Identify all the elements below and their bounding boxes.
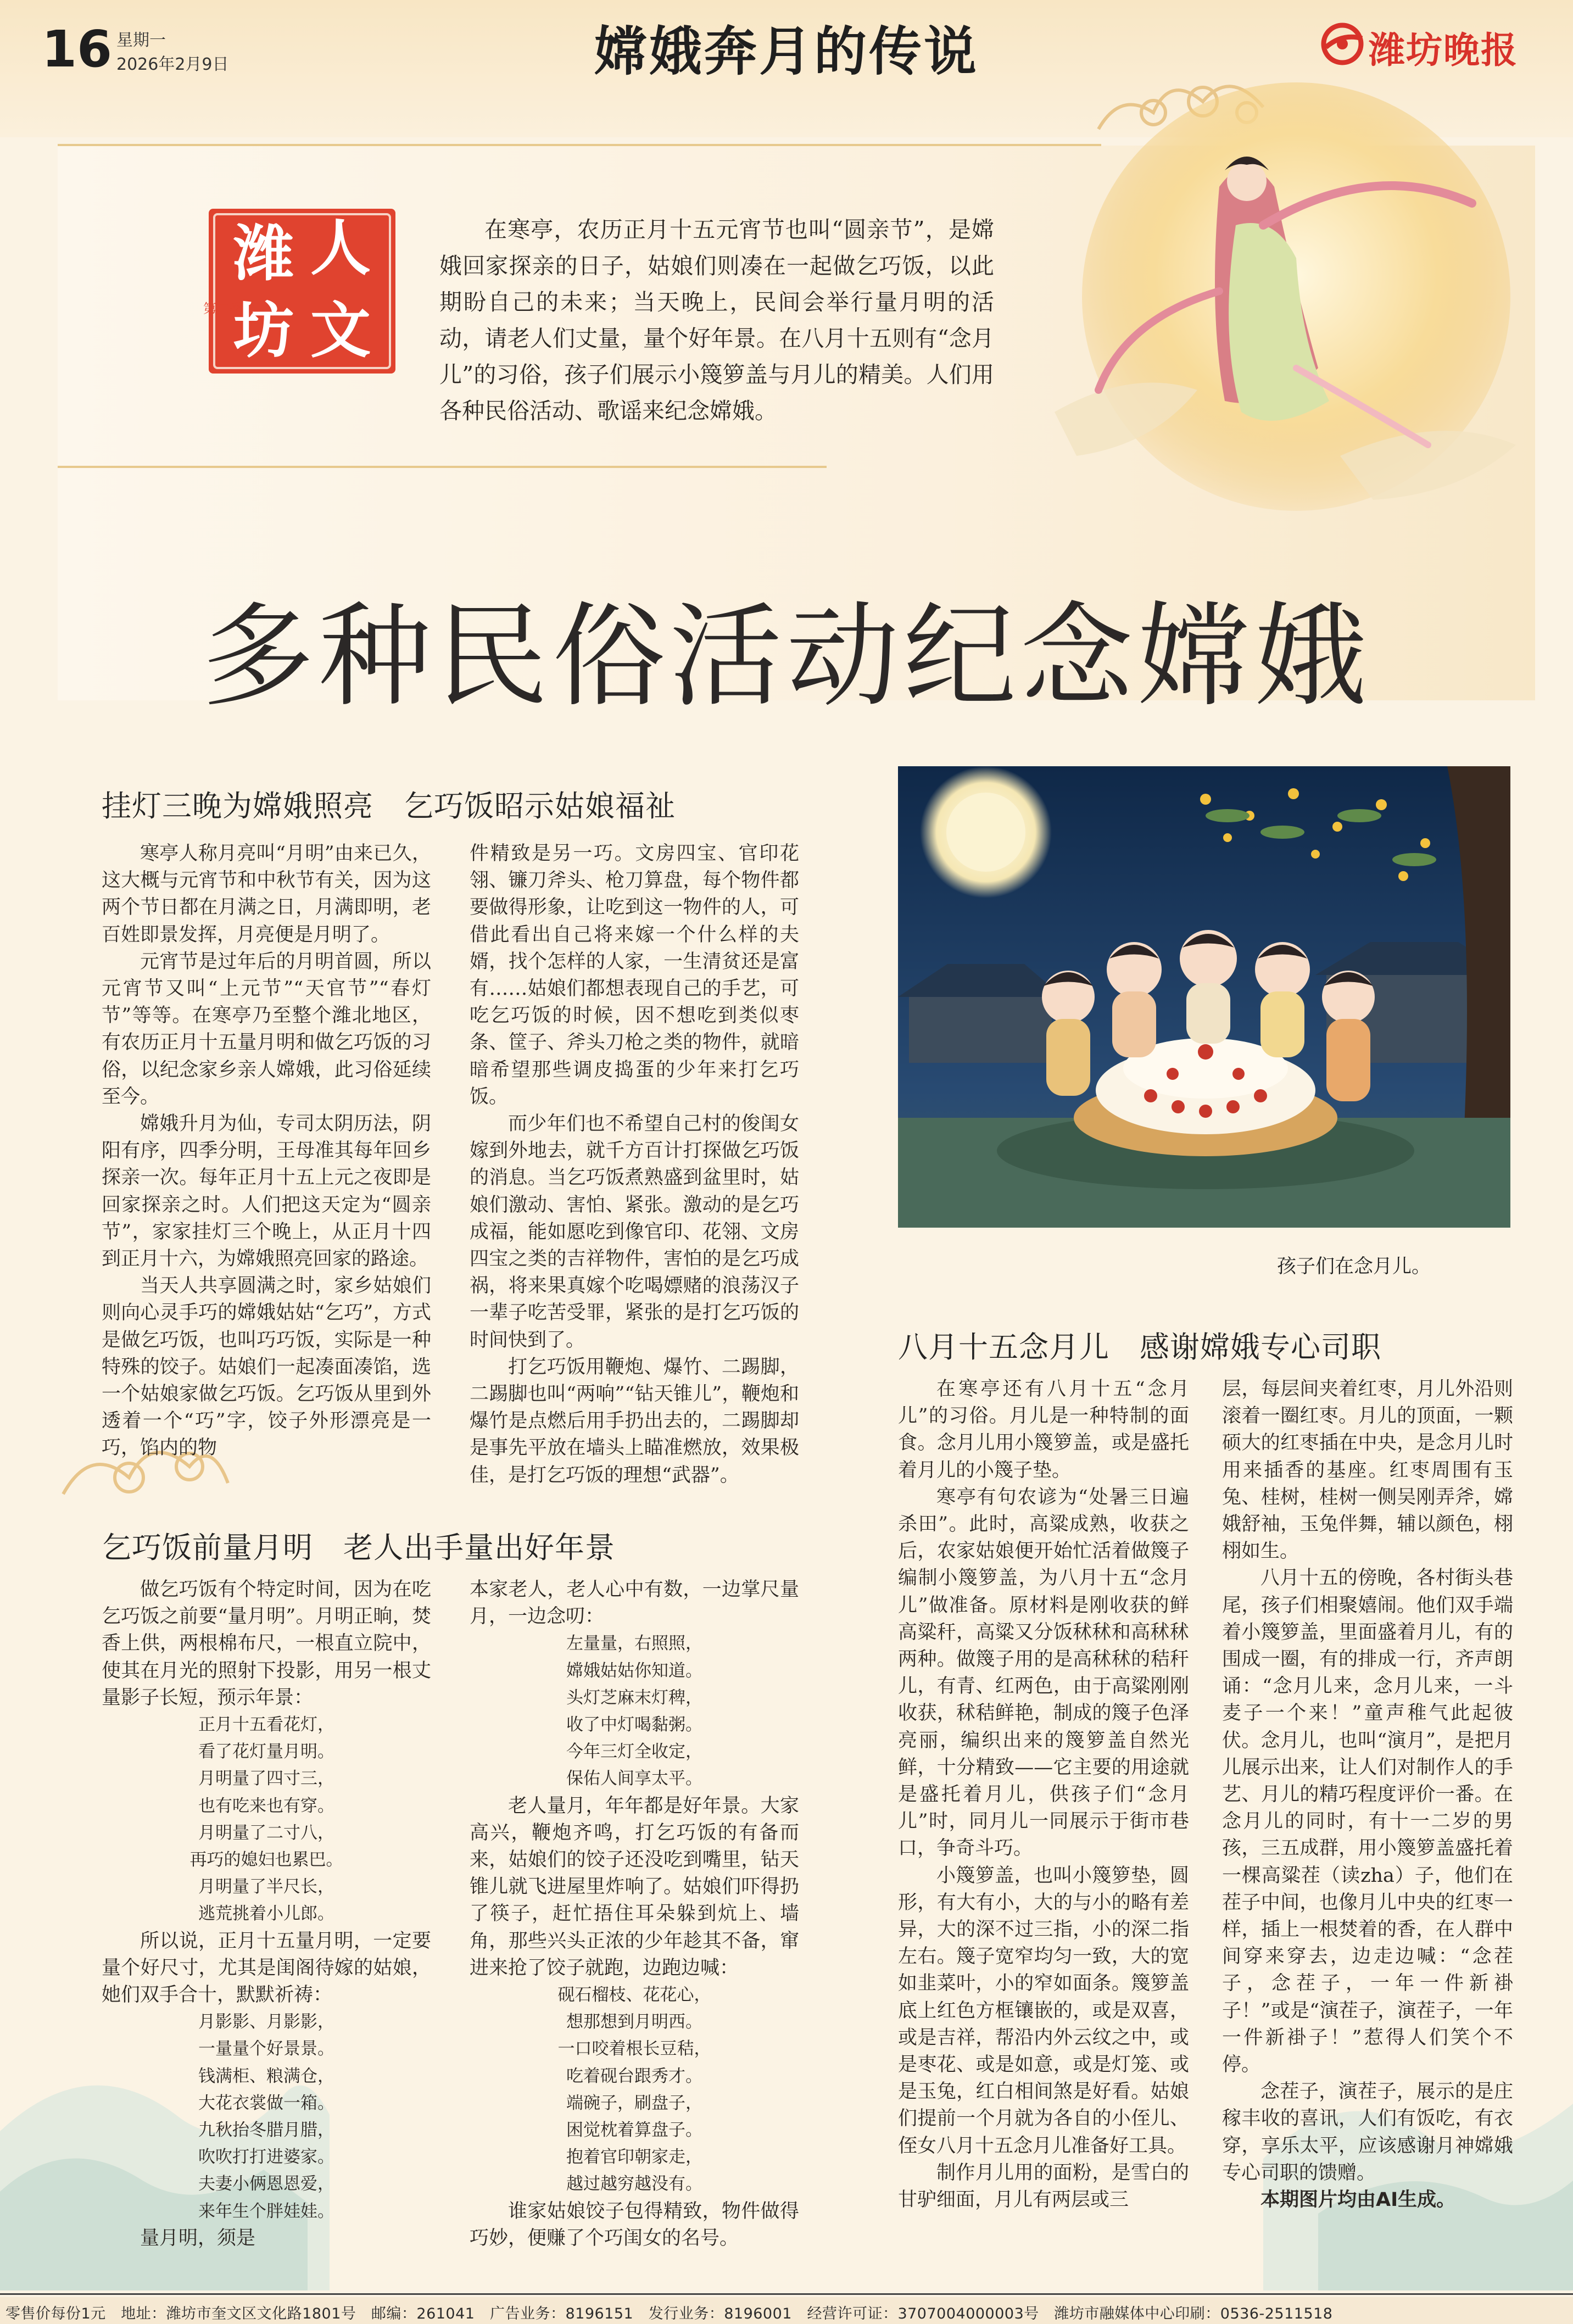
verse-line: 钱满柜、粮满仓，	[198, 2066, 334, 2086]
paragraph: 念茬子，演茬子，展示的是庄稼丰收的喜讯，人们有饭吃，有衣穿，享乐太平，应该感谢月神嫦娥专心司职的馈赠。	[1222, 2081, 1513, 2184]
paragraph: 寒亭人称月亮叫“月明”由来已久，这大概与元宵节和中秋节有关，因为这两个节日都在月满之日，月满即明，老百姓即景发挥，月亮便是月明了。	[102, 843, 431, 946]
verse-line: 一量量个好景景。	[198, 2039, 334, 2059]
divider	[58, 144, 1101, 146]
intro-paragraph: 在寒亭，农历正月十五元宵节也叫“圆亲节”，是嫦娥回家探亲的日子，姑娘们则凑在一起做乞巧饭，以此期盼自己的未来；当天晚上，民间会举行量月明的活动，请老人们丈量，量个好年景。在八月十五则有“念月儿”的习俗，孩子们展示小篾箩盖与月儿的精美。人们用各种民俗活动、歌谣来纪念嫦娥。	[439, 216, 994, 424]
paragraph: 八月十五的傍晚，各村街头巷尾，孩子们相聚嬉闹。他们双手端着小篾箩盖，里面盛着月儿，有的围成一圈，有的排成一行，齐声朗诵：“念月儿来，念月儿来，一斗麦子一个来！”童声稚气此起彼伏。念月儿，也叫“演月”，是把月儿展示出来，让人们对制作人的手艺、月儿的精巧程度评价一番。在念月儿的同时，有十一二岁的男孩，三五成群，用小篾箩盖盛托着一棵高粱茬（读zha）子，他们在茬子中间，也像月儿中央的红枣一样，插上一根焚着的香，在人群中间穿来穿去，边走边喊：“念茬子，念茬子，一年一件新褂子！”或是“演茬子，演茬子，一年一件新褂子！”惹得人们笑个不停。	[1222, 1567, 1513, 2076]
verse-line: 嫦娥姑姑你知道。	[566, 1660, 702, 1681]
paragraph: 在寒亭还有八月十五“念月儿”的习俗。月儿是一种特制的面食。念月儿用小篾箩盖，或是盛托着月儿的小篾子垫。	[898, 1378, 1189, 1481]
divider	[0, 2293, 1573, 2295]
paragraph: 嫦娥升月为仙，专司太阴历法，阴阳有序，四季分明，王母准其每年回乡探亲一次。每年正月十五上元之夜即是回家探亲之时。人们把这天定为“圆亲节”，家家挂灯三个晚上，从正月十四到正月十六，为嫦娥照亮回家的路途。	[102, 1113, 431, 1270]
verse-line: 逃荒挑着小儿郎。	[198, 1904, 334, 1924]
article-column	[470, 1576, 799, 2252]
section-heading: 挂灯三晚为嫦娥照亮 乞巧饭昭示姑娘福祉	[102, 789, 676, 823]
paragraph: 寒亭有句农谚为“处暑三日遍杀田”。此时，高粱成熟，收获之后，农家姑娘便开始忙活着做篾子编制小篾箩盖，为八月十五“念月儿”做准备。原材料是刚收获的鲜高粱秆，高粱又分饭秫秫和高秫秫两种。做篾子用的是高秫秫的秸秆儿，有青、红两色，由于高粱刚刚收获，秫秸鲜艳，制成的篾子色泽亮丽，编织出来的篾箩盖自然光鲜，十分精致——它主要的用途就是盛托着月儿，供孩子们“念月儿”时，同月儿一同展示于街市巷口，争奇斗巧。	[898, 1486, 1189, 1860]
paragraph: 层，每层间夹着红枣，月儿外沿则滚着一圈红枣。月儿的顶面，一颗硕大的红枣插在中央，是念月儿时用来插香的基座。红枣周围有玉兔、桂树，桂树一侧吴刚弄斧，嫦娥舒袖，玉兔伴舞，辅以颜色，栩栩如生。	[1222, 1378, 1513, 1563]
seal-char: 文	[310, 295, 371, 366]
article-column	[898, 1376, 1189, 2214]
verse-line: 吃着砚台跟秀才。	[566, 2066, 702, 2086]
folk-rhyme	[470, 1982, 799, 2198]
verse-line: 头灯芝麻末灯稗，	[566, 1687, 702, 1708]
verse-line: 月明量了四寸三，	[198, 1769, 334, 1789]
verse-line: 正月十五看花灯，	[198, 1715, 334, 1735]
photo-caption: 孩子们在念月儿。	[1277, 1256, 1431, 1278]
paragraph: 打乞巧饭用鞭炮、爆竹、二踢脚，二踢脚也叫“两响”“钻天锥儿”，鞭炮和爆竹是点燃后用手扔出去的，二踢脚却是事先平放在墙头上瞄准燃放，效果极佳，是打乞巧饭的理想“武器”。	[470, 1356, 799, 1486]
verse-line: 砚石榴枝、花花心，	[557, 1985, 711, 2005]
children-moon-photo	[898, 766, 1510, 1228]
verse-line: 夫妻小俩恩恩爱，	[198, 2174, 334, 2194]
article-column	[102, 840, 431, 1462]
seal-char: 坊	[233, 295, 294, 366]
publisher-info: 零售价每份1元 地址：潍坊市奎文区文化路1801号 邮编：261041 广告业务：8196151 发行业务：8196001 经营许可证：3707004000003号 潍坊市融媒体中心印刷：0536-2511518	[5, 2305, 1333, 2322]
paragraph: 所以说，正月十五量月明，一定要量个好尺寸，尤其是闺阁待嫁的姑娘，她们双手合十，默默祈祷：	[102, 1930, 431, 2007]
verse-line: 看了花灯量月明。	[198, 1742, 334, 1762]
divider	[58, 466, 827, 468]
article-column	[1222, 1376, 1513, 2214]
paragraph: 做乞巧饭有个特定时间，因为在吃乞巧饭之前要“量月明”。月明正晌，焚香上供，两根棉布尺，一根直立院中，使其在月光的照射下投影，用另一根丈量影子长短，预示年景：	[102, 1579, 431, 1709]
paragraph: 本家老人，老人心中有数，一边掌尺量月，一边念叨：	[470, 1579, 799, 1628]
verse-line: 来年生个胖娃娃。	[198, 2201, 334, 2221]
paragraph: 制作月儿用的面粉，是雪白的甘驴细面，月儿有两层或三	[898, 2161, 1189, 2211]
section-heading: 乞巧饭前量月明 老人出手量出好年景	[102, 1530, 615, 1565]
paragraph: 量月明，须是	[140, 2227, 256, 2249]
folk-rhyme	[102, 1712, 431, 1928]
weekday: 星期一	[116, 31, 166, 50]
paragraph: 件精致是另一巧。文房四宝、官印花翎、镰刀斧头、枪刀算盘，每个物件都要做得形象，让吃到这一物件的人，可借此看出自己将来嫁一个什么样的夫婿，找个怎样的人家，一生清贫还是富有……姑娘们都想表现自己的手艺，可吃乞巧饭的时候，因不想吃到类似枣条、筐子、斧头刀枪之类的物件，就暗暗希望那些调皮捣蛋的少年来打乞巧饭。	[470, 843, 799, 1108]
brand-logo-icon	[1318, 22, 1366, 66]
section-heading: 八月十五念月儿 感谢嫦娥专心司职	[898, 1330, 1381, 1364]
verse-line: 越过越穷越没有。	[566, 2174, 702, 2194]
paragraph: 元宵节是过年后的月明首圆，所以元宵节又叫“上元节”“天官节”“春灯节”等等。在寒亭乃至整个潍北地区，有农历正月十五量月明和做乞巧饭的习俗，以纪念家乡亲人嫦娥，此习俗延续至今。	[102, 950, 431, 1108]
verse-line: 左量量，右照照，	[566, 1634, 702, 1654]
verse-line: 一口咬着根长豆秸，	[557, 2039, 711, 2059]
verse-line: 月影影、月影影，	[198, 2012, 334, 2032]
verse-line: 收了中灯喝黏粥。	[566, 1715, 702, 1735]
paragraph: 老人量月，年年都是好年景。大家高兴，鞭炮齐鸣，打乞巧饭的有备而来，姑娘们的饺子还没吃到嘴里，钻天锥儿就飞进屋里炸响了。姑娘们吓得扔了筷子，赶忙捂住耳朵躲到炕上、墙角，那些兴头正浓的少年趁其不备，窜进来抢了饺子就跑，边跑边喊：	[470, 1794, 799, 1979]
verse-line: 也有吃来也有穿。	[198, 1796, 334, 1816]
paragraph: 当天人共享圆满之时，家乡姑娘们则向心灵手巧的嫦娥姑姑“乞巧”，方式是做乞巧饭，也叫巧巧饭，实际是一种特殊的饺子。姑娘们一起凑面凑馅，选一个姑娘家做乞巧饭。乞巧饭从里到外透着一个“巧”字，饺子外形漂亮是一巧，馅内的物	[102, 1275, 431, 1459]
verse-line: 想那想到月明西。	[566, 2012, 702, 2032]
verse-line: 吹吹打打进婆家。	[198, 2147, 334, 2167]
page-title: 嫦娥奔月的传说	[594, 21, 979, 82]
publication-date: 2026年2月9日	[116, 55, 229, 74]
folk-rhyme	[470, 1630, 799, 1792]
page-number: 16	[42, 20, 113, 79]
seal-char: 潍	[233, 218, 294, 289]
column-seal-logo	[198, 203, 401, 384]
verse-line: 大花衣裳做一箱。	[198, 2093, 334, 2113]
verse-line: 再巧的媳妇也累巴。	[189, 1850, 343, 1870]
verse-line: 端碗子，刷盘子，	[566, 2093, 702, 2113]
verse-line: 月明量了半尺长，	[198, 1877, 334, 1897]
brand-name: 潍坊晚报	[1369, 29, 1518, 71]
footer-bar	[0, 2297, 1573, 2324]
main-headline: 多种民俗活动纪念嫦娥	[202, 592, 1371, 722]
paragraph: 而少年们也不希望自己村的俊闺女嫁到外地去，就千方百计打探做乞巧饭的消息。当乞巧饭煮熟盛到盆里时，姑娘们激动、害怕、紧张。激动的是乞巧成福，能如愿吃到像官印、花翎、文房四宝之类的吉祥物件，害怕的是乞巧成祸，将来果真嫁个吃喝嫖赌的浪荡汉子一辈子吃苦受罪，紧张的是打乞巧饭的时间快到了。	[470, 1113, 799, 1351]
verse-line: 今年三灯全收定，	[566, 1742, 702, 1762]
verse-line: 保佑人间享太平。	[566, 1769, 702, 1789]
paragraph: 谁家姑娘饺子包得精致，物件做得巧妙，便赚了个巧闺女的名号。	[470, 2200, 799, 2249]
seal-char: 人	[310, 213, 371, 283]
verse-line: 九秋抬冬腊月腊，	[198, 2120, 334, 2141]
article-column	[470, 840, 799, 1489]
verse-line: 月明量了二寸八，	[198, 1823, 334, 1843]
verse-line: 抱着官印朝家走，	[566, 2147, 702, 2167]
folk-rhyme	[102, 2009, 431, 2225]
paragraph: 小篾箩盖，也叫小篾箩垫，圆形，有大有小，大的与小的略有差异，大的深不过三指，小的深二指左右。篾子宽窄均匀一致，大的宽如韭菜叶，小的窄如面条。篾箩盖底上红色方框镶嵌的，或是双喜，或是吉祥，帮沿内外云纹之中，或是枣花、或是如意，或是灯笼、或是玉兔，红白相间煞是好看。姑娘们提前一个月就为各自的小侄儿、侄女八月十五念月儿准备好工具。	[898, 1864, 1189, 2157]
moon-goddess-illustration	[989, 60, 1538, 522]
verse-line: 困觉枕着算盘子。	[566, 2120, 702, 2141]
seal-season: 第二季	[203, 301, 243, 316]
article-column	[102, 1576, 431, 2252]
image-credit: 本期图片均由AI生成。	[1260, 2189, 1456, 2211]
